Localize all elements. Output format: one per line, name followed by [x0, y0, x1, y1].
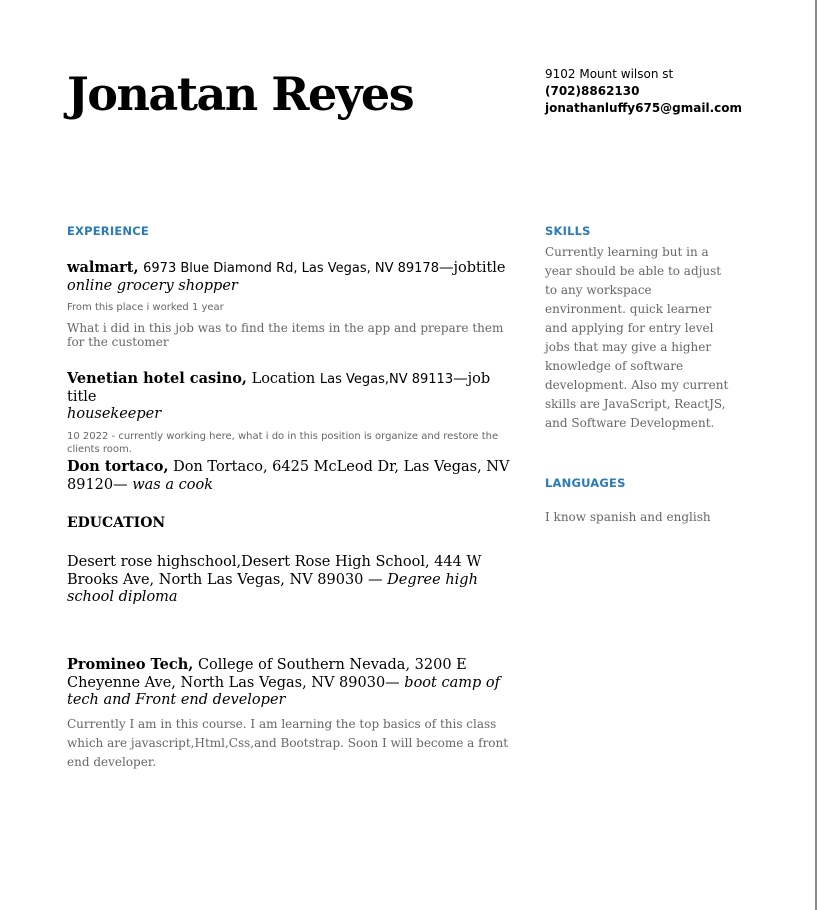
job-role: online grocery shopper — [67, 277, 238, 294]
location-label: Location — [251, 371, 316, 387]
job-title-label: —jobtitle — [438, 260, 506, 276]
job-header — [67, 458, 512, 494]
languages-heading: LANGUAGES — [545, 476, 626, 490]
education-entry-promineo — [67, 656, 512, 772]
job-entry-venetian — [67, 370, 512, 456]
job-role: was a cook — [132, 476, 213, 493]
contact-info — [545, 66, 742, 117]
education-description: Currently I am in this course. I am learning the top basics of this class which are javascript,Html,Css,and Bootstrap. Soon I will become a front end developer. — [67, 716, 509, 769]
company-name: walmart, — [67, 259, 139, 276]
job-meta: 10 2022 - currently working here, what i do in this position is organize and restore the clients room. — [67, 430, 499, 455]
languages-text: I know spanish and english — [545, 510, 711, 524]
job-description: What i did in this job was to find the items in the app and prepare them for the customer — [67, 321, 504, 349]
job-title-label: —job title — [67, 371, 491, 405]
experience-heading: EXPERIENCE — [67, 224, 149, 238]
degree: Degree high school diploma — [67, 571, 478, 605]
job-entry-walmart — [67, 259, 512, 349]
education-header — [67, 554, 512, 607]
job-role: housekeeper — [67, 406, 162, 422]
resume-name: Jonatan Reyes — [67, 67, 414, 121]
skills-heading: SKILLS — [545, 224, 591, 238]
skills-text: Currently learning but in a year should be able to adjust to any workspace environment. quick learner and applying for entry level jobs that may give a higher knowledge of software development. Also my current skills are JavaScript, ReactJS, and Software Development. — [545, 245, 729, 430]
job-header — [67, 259, 512, 295]
company-name: Don tortaco, — [67, 458, 169, 475]
company-name: Venetian hotel casino, — [67, 370, 247, 387]
education-heading: EDUCATION — [67, 515, 166, 531]
job-entry-don-tortaco — [67, 458, 512, 494]
school-details: Desert rose highschool,Desert Rose High School, 444 W Brooks Ave, North Las Vegas, NV 89030 — — [67, 554, 482, 588]
address: 9102 Mount wilson st — [545, 67, 674, 81]
school-name: Promineo Tech, — [67, 656, 194, 673]
education-entry-desert-rose — [67, 554, 512, 607]
education-header — [67, 656, 512, 710]
job-header — [67, 370, 512, 424]
job-location: Las Vegas,NV 89113 — [319, 372, 454, 387]
job-meta: From this place i worked 1 year — [67, 302, 224, 313]
email-address: jonathanluffy675@gmail.com — [545, 101, 743, 115]
job-location: Don Tortaco, 6425 McLeod Dr, Las Vegas, NV 89120— — [67, 459, 510, 493]
phone-number: (702)8862130 — [545, 84, 640, 98]
school-location: College of Southern Nevada, 3200 E Cheyenne Ave, North Las Vegas, NV 89030— — [67, 657, 467, 691]
job-location: 6973 Blue Diamond Rd, Las Vegas, NV 89178 — [143, 261, 439, 276]
degree: boot camp of tech and Front end developer — [67, 674, 500, 708]
